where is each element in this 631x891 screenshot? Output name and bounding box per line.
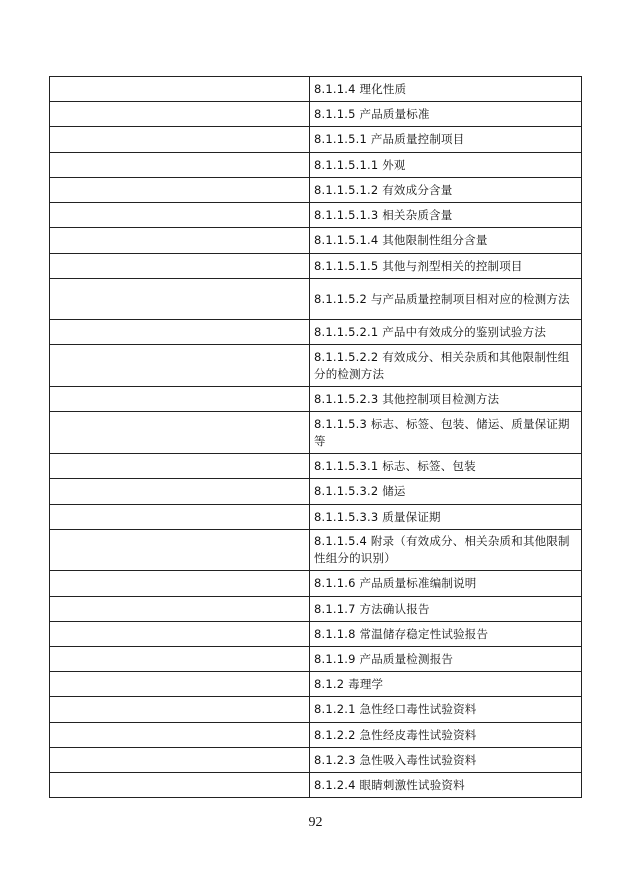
document-table	[49, 76, 582, 798]
section-cell	[310, 345, 582, 387]
section-cell	[310, 697, 582, 723]
table-row	[50, 412, 582, 454]
left-cell	[50, 412, 310, 454]
section-cell	[310, 571, 582, 597]
section-cell	[310, 178, 582, 203]
section-heading-text: 8.1.1.5.1.4 其他限制性组分含量	[314, 233, 488, 247]
section-cell	[310, 672, 582, 697]
table-row	[50, 387, 582, 412]
left-cell	[50, 479, 310, 505]
section-heading-text: 8.1.1.5.3.1 标志、标签、包装	[314, 458, 476, 473]
left-cell	[50, 505, 310, 530]
left-cell	[50, 279, 310, 320]
section-cell	[310, 773, 582, 798]
section-cell	[310, 102, 582, 127]
left-cell	[50, 203, 310, 228]
section-cell	[310, 77, 582, 102]
section-cell	[310, 647, 582, 672]
section-heading-text: 8.1.1.5.3.3 质量保证期	[314, 509, 441, 524]
section-cell	[310, 505, 582, 530]
left-cell	[50, 320, 310, 345]
section-heading-text: 8.1.1.5.4 附录（有效成分、相关杂质和其他限制性组分的识别）	[314, 534, 570, 565]
table-row	[50, 279, 582, 320]
left-cell	[50, 254, 310, 279]
table-row	[50, 153, 582, 178]
section-cell	[310, 748, 582, 773]
section-heading-text: 8.1.2.1 急性经口毒性试验资料	[314, 702, 477, 716]
page-number: 92	[308, 815, 323, 830]
table-row	[50, 505, 582, 530]
section-heading-text: 8.1.1.5.3 标志、标签、包装、储运、质量保证期等	[314, 416, 570, 448]
section-cell	[310, 153, 582, 178]
table-row	[50, 203, 582, 228]
section-heading-text: 8.1.1.7 方法确认报告	[314, 601, 430, 616]
table-row	[50, 77, 582, 102]
section-heading-text: 8.1.1.5.2 与产品质量控制项目相对应的检测方法	[314, 291, 570, 306]
left-cell	[50, 697, 310, 723]
left-cell	[50, 228, 310, 254]
left-cell	[50, 77, 310, 102]
section-cell	[310, 203, 582, 228]
left-cell	[50, 622, 310, 647]
table-row	[50, 773, 582, 798]
section-heading-text: 8.1.1.5.3.2 储运	[314, 484, 406, 498]
section-cell	[310, 320, 582, 345]
section-heading-text: 8.1.1.5.1.1 外观	[314, 157, 406, 172]
section-heading-text: 8.1.1.4 理化性质	[314, 81, 407, 96]
left-cell	[50, 571, 310, 597]
left-cell	[50, 672, 310, 697]
left-cell	[50, 454, 310, 479]
section-cell	[310, 723, 582, 748]
table-row	[50, 320, 582, 345]
left-cell	[50, 530, 310, 571]
left-cell	[50, 773, 310, 798]
table-row	[50, 102, 582, 127]
left-cell	[50, 597, 310, 622]
section-heading-text: 8.1.1.5.1.5 其他与剂型相关的控制项目	[314, 258, 523, 273]
left-cell	[50, 723, 310, 748]
section-heading-text: 8.1.1.6 产品质量标准编制说明	[314, 576, 477, 590]
table-row	[50, 672, 582, 697]
table-row	[50, 345, 582, 387]
section-heading-text: 8.1.1.8 常温储存稳定性试验报告	[314, 626, 489, 641]
table-row	[50, 622, 582, 647]
table-row	[50, 597, 582, 622]
section-heading-text: 8.1.2.4 眼睛刺激性试验资料	[314, 777, 465, 792]
table-row	[50, 454, 582, 479]
section-cell	[310, 479, 582, 505]
left-cell	[50, 748, 310, 773]
section-cell	[310, 530, 582, 571]
table-row	[50, 479, 582, 505]
table-body	[50, 77, 582, 798]
table-row	[50, 127, 582, 153]
section-cell	[310, 254, 582, 279]
section-heading-text: 8.1.1.5.1.2 有效成分含量	[314, 182, 453, 197]
table-row	[50, 254, 582, 279]
table-row	[50, 748, 582, 773]
section-heading-text: 8.1.1.5.1 产品质量控制项目	[314, 132, 465, 146]
section-cell	[310, 228, 582, 254]
section-cell	[310, 412, 582, 454]
table-row	[50, 228, 582, 254]
section-heading-text: 8.1.2.2 急性经皮毒性试验资料	[314, 727, 477, 742]
section-heading-text: 8.1.1.9 产品质量检测报告	[314, 651, 454, 666]
section-heading-text: 8.1.1.5.1.3 相关杂质含量	[314, 207, 453, 222]
left-cell	[50, 178, 310, 203]
section-heading-text: 8.1.1.5.2.2 有效成分、相关杂质和其他限制性组分的检测方法	[314, 349, 570, 381]
section-cell	[310, 622, 582, 647]
table-row	[50, 530, 582, 571]
table-row	[50, 647, 582, 672]
table-row	[50, 697, 582, 723]
section-cell	[310, 597, 582, 622]
left-cell	[50, 102, 310, 127]
section-heading-text: 8.1.2.3 急性吸入毒性试验资料	[314, 752, 477, 767]
table-row	[50, 571, 582, 597]
left-cell	[50, 153, 310, 178]
section-cell	[310, 387, 582, 412]
left-cell	[50, 387, 310, 412]
left-cell	[50, 345, 310, 387]
table-row	[50, 178, 582, 203]
section-cell	[310, 279, 582, 320]
table-row	[50, 723, 582, 748]
section-cell	[310, 454, 582, 479]
section-heading-text: 8.1.1.5.2.1 产品中有效成分的鉴别试验方法	[314, 324, 547, 339]
section-heading-text: 8.1.2 毒理学	[314, 676, 384, 691]
left-cell	[50, 127, 310, 153]
section-cell	[310, 127, 582, 153]
section-heading-text: 8.1.1.5 产品质量标准	[314, 106, 430, 121]
left-cell	[50, 647, 310, 672]
section-heading-text: 8.1.1.5.2.3 其他控制项目检测方法	[314, 391, 500, 406]
